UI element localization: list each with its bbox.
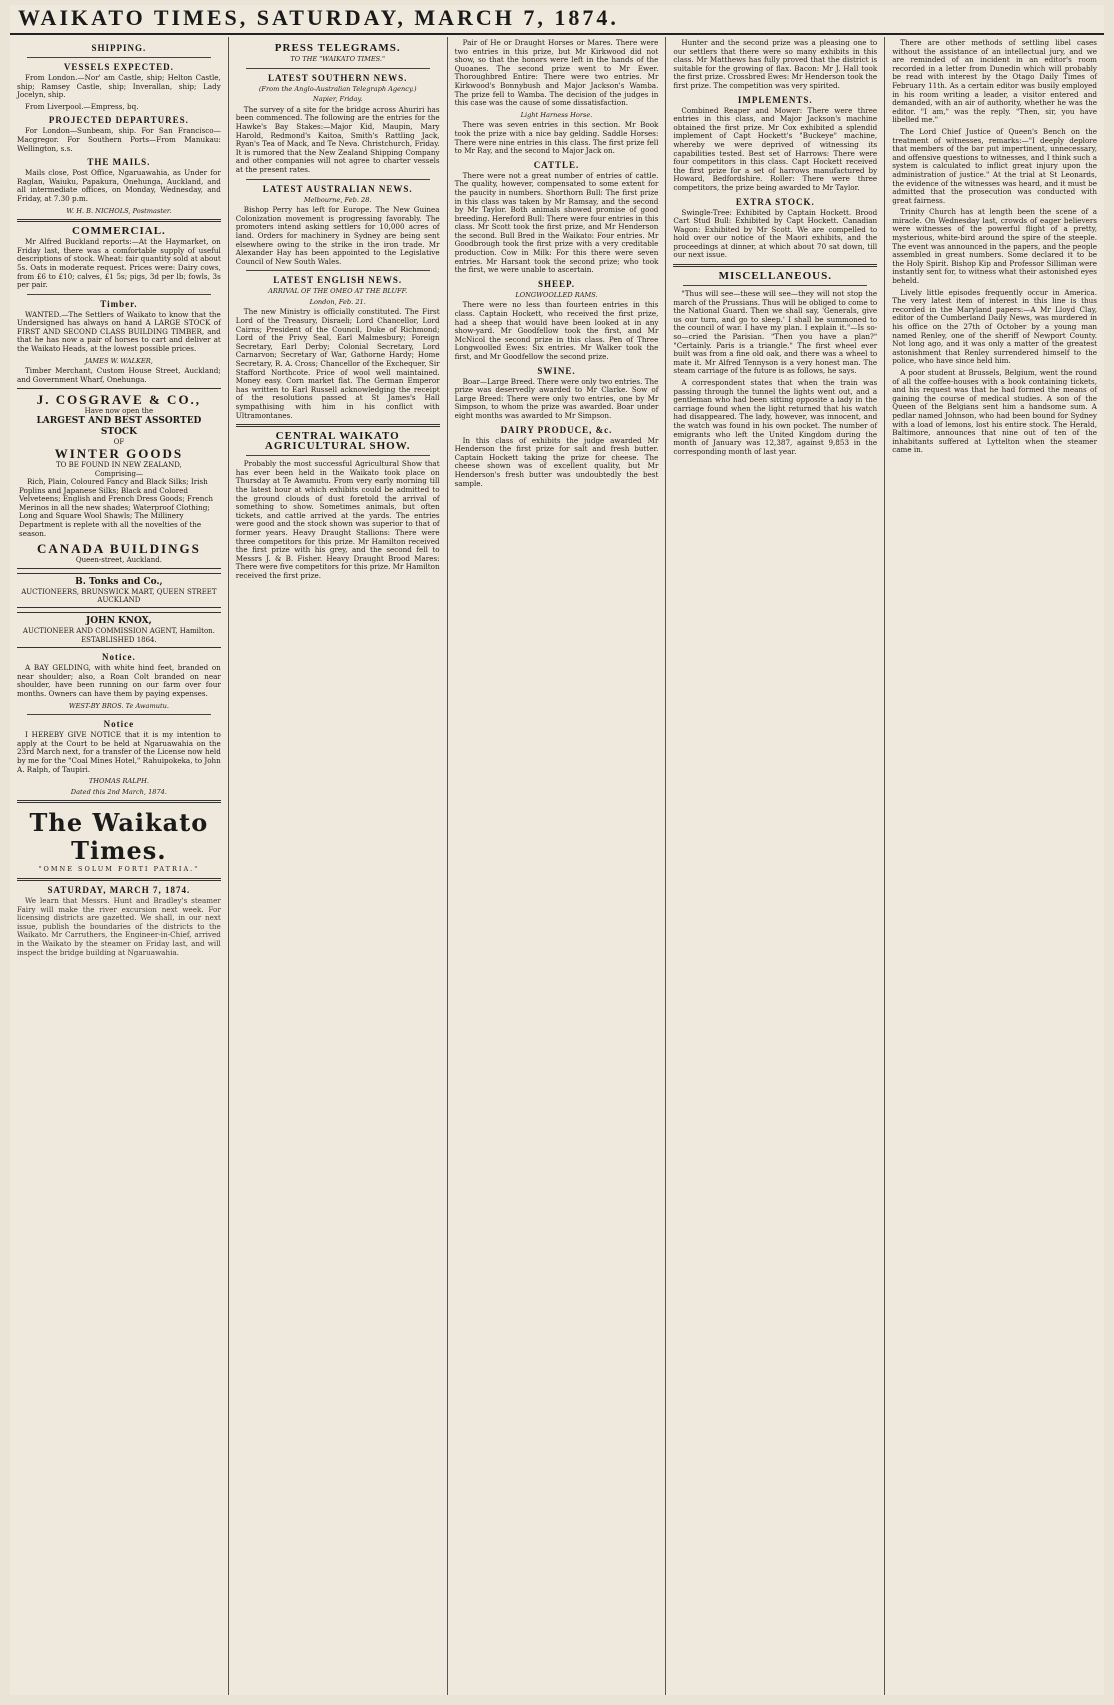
mails-heading: THE MAILS. [87,157,151,168]
issue-date: SATURDAY, MARCH 7, 1874. [47,884,191,895]
misc-text: "Thus will see—these will see—they will not stop the march of the Prussians. Thus will be obliged to come to the National Guard. Then we shall say, 'Generals, give us our turn, and go to sleep.' I shall be summoned to the council of war. I have my plan. I explain it."—Is so-so—cried the Parisian. "Then you have a plan?" "Certainly. Paris is a triangle." The first wheel ever built was from a fine old oak, and there was a wheel to mate it. Mr Alfred Tennyson is a very honest man. The steam carriage of the future is as follows, he says. [673,289,878,376]
cattle-text: There were not a great number of entries of cattle. The quality, however, compensated to some extent for the paucity in numbers. Shorthorn Bull: The first prize in this class was taken by Mr Ramsay, and the second by Mr Taylor. Both animals showed promise of good breeding. Hereford Bull: There were four entries in this class. Mr Scott took the first prize, and Mr Henderson the second. Bull Bred in the Waikato: Four entries. Mr Goodbrough took the first prize with a very creditable production. Cow in Milk: For this there were seven entries. Mr Harsant took the second prize; who took the first, we were unable to ascertain. [454,170,659,275]
projected-text: For London—Sunbeam, ship. For San Francisco—Macgregor. For Southern Ports—From Manukau: Wellington, s.s. [17,126,221,153]
canada-sub: Queen-street, Auckland. [75,556,162,565]
english-place: London, Feb. 21. [309,297,366,306]
extra-heading: EXTRA STOCK. [735,196,815,207]
mails-text: Mails close, Post Office, Ngaruawahia, as Under for Raglan, Waiuku, Papakura, Onehunga, Auckland, and all intermediate offices, on Monday, Wednesday, and Friday, at 7.30 p.m. [17,168,221,203]
postmaster-signature: W. H. B. NICHOLS, Postmaster. [66,206,172,215]
southern-sub: (From the Anglo-Australian Telegraph Agency.) [258,84,417,93]
divider [246,455,430,456]
show-text: Probably the most successful Agricultural Show that has ever been held in the Waikato took place on Thursday at Te Awamutu. From very early morning till the latest hour at which exhibits could be admitted to the ground clouds of dust foretold the arrival of something to show. Sometimes animals, but often tickets, and cattle arrived at the yards. The entries were good and the stock shown was superior to that of former years. Heavy Draught Stallions: There were three competitors for this prize. Mr Hamilton received the first prize with his grey, and the second fell to Messrs J. & B. Fisher. Heavy Draught Brood Mares: There were five competitors for this prize. Mr Hamilton received the first prize. [235,459,440,580]
walker-line: Timber Merchant, Custom House Street, Auckland; and Government Wharf, Onehunga. [17,366,221,384]
timber-heading: Timber. [100,298,138,309]
swine-heading: SWINE. [537,365,576,376]
misc-text-2: A correspondent states that when the train was passing through the tunnel the lights went out, and a gentleman who had been sitting opposite a lady in the carriage found when the light returned that his watch had disappeared. The lady, however, was innocent, and the watch was found in his own pocket. The number of emigrants who left the United Kingdom during the month of January was 12,387, against 9,853 in the corresponding month of last year. [673,378,878,456]
cosgrave-comprising: Comprising— [94,469,143,478]
column-4 [666,37,885,1695]
cosgrave-have: Have now open the [84,407,154,416]
cosgrave-items: Rich, Plain, Coloured Fancy and Black Silks; Irish Poplins and Japanese Silks; Black and Colored Velveteens; English and French Dress Goods; French Merinos in all the new shades; Waterproof Clothing; Long and Square Wool Shawls; The Millinery Department is replete with all the novelties of the season. [19,477,214,538]
swine-text: Boar—Large Breed. There were only two entries. The prize was deservedly awarded to Mr Clarke. Sow of Large Breed: There were only two entries, one by Mr Simpson, to whom the prize was awarded. Boar under eight months was awarded to Mr Simpson. [454,376,659,420]
sheep-sub: LONGWOOLLED RAMS. [515,290,598,299]
divider [673,264,877,267]
sheep-text: There were no less than fourteen entries in this class. Captain Hockett, who received the first prize, had a sheep that would have been looked at in any show-yard. Mr Goodfellow took the first, and Mr McNicol the second prize in this class. Pen of Three Longwoolled Ewes: Six entries. Mr Walker took the first, and Mr Goodfellow the second prize. [454,300,659,361]
telegrams-heading: PRESS TELEGRAMS. [274,42,401,54]
column-1 [10,37,229,1695]
cosgrave-found: TO BE FOUND IN NEW ZEALAND, [56,461,182,470]
divider [246,179,430,180]
knox-est: ESTABLISHED 1864. [81,635,157,644]
divider [17,800,221,803]
projected-heading: PROJECTED DEPARTURES. [48,115,189,126]
show-heading: CENTRAL WAIKATO AGRICULTURAL SHOW. [264,430,411,453]
knox-advert [17,612,221,648]
cosgrave-of: OF [113,437,125,446]
header-title: WAIKATO TIMES, SATURDAY, MARCH 7, 1874. [18,5,619,30]
liverpool-text: From Liverpool.—Empress, bq. [25,101,139,111]
notice2-text: I HEREBY GIVE NOTICE that it is my intention to apply at the Court to be held at Ngaruawahia on the 23rd March next, for a transfer of the License now held by me for the "Coal Mines Hotel," Rahuipokeka, to John A. Ralph, of Taupiri. [17,730,221,774]
light-horses-heading: Light Harness Horse. [520,110,593,119]
shipping-heading: SHIPPING. [91,43,147,53]
vessels-expected-heading: VESSELS EXPECTED. [63,62,174,72]
divider [246,68,430,69]
knox-line: AUCTIONEER AND COMMISSION AGENT, Hamilton. [22,627,215,636]
canada-buildings: CANADA BUILDINGS [36,541,201,557]
australian-text: Bishop Perry has left for Europe. The New Guinea Colonization movement is progressing favorably. The promoters intend asking settlers for 10,000 acres of land. Orders for machinery in Sydney are being sent elsewhere owing to the strike in the iron trade. Mr Alexander Hay has been appointed to the Legislative Council of New South Wales. [235,205,440,266]
divider [236,424,440,427]
intro-text: Hunter and the second prize was a pleasing one to our settlers that there were so many exhibits in this class. Mr Matthews has fully proved that the district is suitable for the growing of flax. Bacon: Mr J. Hall took the first prize. Crossbred Ewes: Mr Henderson took the first prize. The competition was very spirited. [673,38,878,90]
divider [683,285,867,286]
notice2-date: Dated this 2nd March, 1874. [70,787,167,796]
knox-name: JOHN KNOX, [85,616,152,627]
notice2-heading: Notice [103,719,135,730]
southern-place: Napier, Friday. [312,95,363,104]
tonks-line: AUCTIONEERS, BRUNSWICK MART, QUEEN STREET AUCKLAND [21,587,217,605]
divider [27,294,211,295]
prize-text: Pair of He or Draught Horses or Mares. There were two entries in this prize, but Mr Kirkwood did not show, so that the honors were left in the hands of the Quoanes. The second prize went to Mr Ewer. Thoroughbred Entire: There were two entries. Mr Kirkwood's Bonnybush and Major Jackson's Wamba. The prize fell to Wamba. The decision of the judges in this case was the cause of some dissatisfaction. [454,38,659,108]
col5-text-4: Lively little episodes frequently occur in America. The very latest item of interest in this line is thus recorded in the Maryland papers:—A Mr Lloyd Clay, editor of the Cumberland Daily News, was murdered in his office on the 27th of October by a young man named Renley, one of the sheriff of Newport County. Not long ago, and it was only a matter of the greatest astonishment that Renley surrendered himself to the police, who have since held him. [892,287,1097,366]
divider [17,219,221,222]
paper-motto: "OMNE SOLUM FORTI PATRIA." [38,865,200,874]
light-text: There was seven entries in this section. Mr Book took the prize with a nice bay gelding. Saddle Horses: There were nine entries in this class. The first prize fell to Mr Ray, and the second to Major Jack on. [454,120,659,156]
tonks-name: B. Tonks and Co., [75,576,163,587]
misc-heading: MISCELLANEOUS. [718,270,832,283]
cosgrave-name: J. COSGRAVE & CO., [36,392,202,408]
telegrams-sub: TO THE "WAIKATO TIMES." [290,55,386,63]
column-5 [885,37,1104,1695]
col5-text-2: The Lord Chief Justice of Queen's Bench on the treatment of witnesses, remarks:—"I deeply deplore that members of the bar put impertinent, unnecessary, and offensive questions to witnesses, and I think such a system is calculated to inflict great injury upon the administration of justice." At the trial at St Leonards, the evidence of the witnesses was heard, and it must be admitted that the prosecution was conducted with great fairness. [892,126,1097,205]
newspaper-page [10,5,1104,1695]
extra-text: Swingle-Tree: Exhibited by Captain Hockett. Brood Cart Stud Bull: Exhibited by Capt Hockett. Canadian Wagon: Exhibited by Mr Scott. We are compelled to hold over our notice of the Maori exhibits, and the proceedings at dinner, at which about 70 sat down, till our next issue. [673,207,878,260]
columns [10,37,1104,1695]
divider [17,878,221,881]
sheep-heading: SHEEP. [538,278,575,289]
vessels-text: From London.—Nor' am Castle, ship; Helton Castle, ship; Ramsey Castle, ship; Inverallan, ship; Lady Jocelyn, ship. [17,73,221,100]
commercial-heading: COMMERCIAL. [71,225,166,238]
col5-text-1: There are other methods of settling libel cases without the assistance of an intellectual jury, and we are reminded of an incident in an editor's room recorded in a letter from Dunedin which will probably be read with interest by the Otago Daily Times of February 11th. As a certain editor was busily employed in his room writing a leader, a visitor entered and demanded, with an air of authority, whether he was the editor. "I am," was the reply. "Then, sir, you have libelled me." [892,38,1097,125]
cattle-heading: CATTLE. [533,159,580,170]
notice-text: A BAY GELDING, with white hind feet, branded on near shoulder; also, a Roan Colt branded on near shoulder, have been running on our farm over four months. Owners can have them by paying expenses. [17,663,221,699]
divider [27,57,211,58]
tonks-advert [17,573,221,609]
column-2 [229,37,448,1695]
column-3 [448,37,667,1695]
timber-text: WANTED.—The Settlers of Waikato to know that the Undersigned has always on hand A LARGE STOCK of FIRST AND SECOND CLASS BUILDING TIMBER, and that he has now a pair of horses to cart and deliver at the Waikato Heads, at the lowest possible prices. [17,309,221,354]
walker-name: JAMES W. WALKER, [85,356,153,365]
page-header [10,5,1104,35]
cosgrave-largest: LARGEST AND BEST ASSORTED STOCK [36,415,202,437]
english-text: The new Ministry is officially constituted. The First Lord of the Treasury, Disraeli; Lord Chancellor, Lord Cairns; President of the Council, Duke of Richmond; Lord of the Privy Seal, Earl Malmesbury; Foreign Secretary, Earl Derby; Colonial Secretary, Lord Carnarvon; Secretary of War, Gathorne Hardy; Home Secretary, R. A. Cross; Chancellor of the Exchequer, Sir Stafford Northcote. Price of wool well maintained. Money easy. Corn market flat. The German Emperor has written to Earl Russell acknowledging the receipt of the resolutions passed at St James's Hall sympathising with him in his conflict with Ultramontanes. [235,307,440,420]
col5-text-3: Trinity Church has at length been the scene of a miracle. On Wednesday last, crowds of eager believers were witnesses of the powerful flight of a pretty, mysterious, white-bird around the spire of the steeple. The event was announced in the papers, and the people assembled in great numbers. Some declared it to be the Holy Spirit. Bishop Kip and Professor Silliman were instantly sent for, to witness what their astonished eyes beheld. [892,207,1097,286]
editorial-text: We learn that Messrs. Hunt and Bradley's steamer Fairy will make the river excursion next week. For licensing districts are gazetted. We shall, in our next issue, publish the boundaries of the districts to the Waikato. Mr Carruthers, the Engineer-in-Chief, arrived in the Waikato by the steamer on Friday last, and will inspect the bridge building at Ngaruawahia. [17,895,221,957]
southern-text: The survey of a site for the bridge across Ahuriri has been commenced. The following are the entries for the Hawke's Bay Stakes:—Major Kid, Maupin, Mary Harold, Redmond's Kaitoa, Smith's Rattling Jack, Ryan's Tea of Mack, and Te Neva. Christchurch, Friday. It is rumored that the New Zealand Shipping Company and other companies will not agree to charter vessels at the present rates. [235,104,440,174]
divider [246,270,430,271]
paper-logo: The Waikato Times. [29,808,209,866]
notice2-signature: THOMAS RALPH. [88,777,149,786]
implements-text: Combined Reaper and Mower: There were three entries in this class, and Major Jackson's machine obtained the first prize. Mr Cox exhibited a splendid implement of Capt Hockett's "Buckeye" machine, whereby we were deprived of witnessing its capabilities tested. Best set of Harrows: There were four competitors in this class. Capt Hockett received the first prize for a set of harrows manufactured by Howard, Bedfordshire. Roller: There were three competitors, the prize being awarded to Mr Taylor. [673,105,878,192]
australian-heading: LATEST AUSTRALIAN NEWS. [262,183,413,194]
dairy-text: In this class of exhibits the judge awarded Mr Henderson the first prize for salt and fresh butter. Captain Hockett taking the prize for cheese. The cheese shown was of excellent quality, but Mr Henderson's fresh butter was undoubtedly the best sample. [454,435,659,488]
english-heading: LATEST ENGLISH NEWS. [273,275,403,286]
notice-signature: WEST-BY BROS. Te Awamutu. [68,701,169,710]
implements-heading: IMPLEMENTS. [737,94,813,105]
english-sub: ARRIVAL OF THE OMEO AT THE BLUFF. [268,287,408,296]
australian-place: Melbourne, Feb. 28. [303,195,372,204]
commercial-text: Mr Alfred Buckland reports:—At the Haymarket, on Friday last, there was a comfortable supply of useful descriptions of stock. Wheat: fair quantity sold at about 5s. Oats in moderate request. Prices were: Dairy cows, from £6 to £10; calves, £1 5s; pigs, 3d per lb; fowls, 3s per pair. [17,237,221,290]
notice-heading: Notice. [102,652,136,663]
dairy-heading: DAIRY PRODUCE, &c. [500,424,613,435]
divider [27,714,211,715]
cosgrave-advert [17,388,221,568]
cosgrave-winter: WINTER GOODS [54,446,184,462]
col5-text-5: A poor student at Brussels, Belgium, went the round of all the coffee-houses with a book containing tickets, and his request was that he had formed the means of gaining the course of medical studies. A son of the Queen of the Belgians sent him a handsome sum. A pedlar named Johnson, who had been bound for Sydney with a load of lemons, lost his entire stock. The Herald, Baltimore, announces that nine out of ten of the inhabitants suffered at Lyttelton when the steamer came in. [892,367,1097,455]
southern-heading: LATEST SOUTHERN NEWS. [267,72,408,83]
